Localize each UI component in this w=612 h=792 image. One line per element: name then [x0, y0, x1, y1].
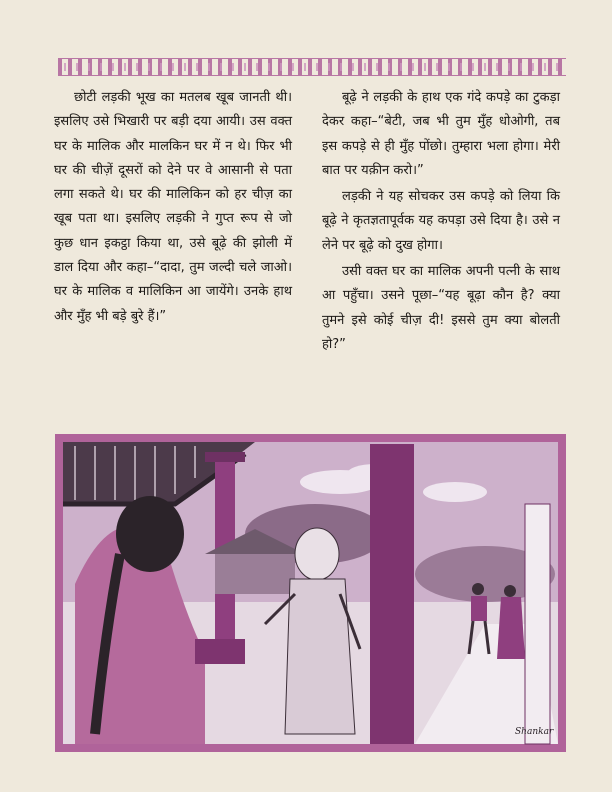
left-column	[54, 86, 292, 329]
decorative-border	[58, 58, 566, 76]
paragraph: लड़की ने यह सोचकर उस कपड़े को लिया कि बूढ़े ने कृतज्ञतापूर्वक यह कपड़ा उसे दिया है। उसे न लेने पर बूढ़े को दुख होगा।	[322, 189, 560, 253]
story-illustration	[55, 434, 566, 752]
artist-signature: Shankar	[515, 727, 554, 737]
paragraph: छोटी लड़की भूख का मतलब खूब जानती थी। इसलिए उसे भिखारी पर बड़ी दया आयी। उस वक्त घर के मालिक और मालकिन घर में न थे। फिर भी घर की चीज़ें दूसरों को देने पर वे आसानी से पता लगा सकते थे। घर की मालिकिन को हर चीज़ का खूब पता था। इसलिए लड़की ने गुप्त रूप से जो कुछ धान इकट्ठा किया था, उसे बूढ़े की झोली में डाल दिया और कहा–“दादा, तुम जल्दी चले जाओ। घर के मालिक व मालिकिन आ जायेंगे। उनके हाथ और मुँह भी बड़े बुरे हैं।”	[54, 90, 292, 324]
right-column	[322, 86, 560, 357]
paragraph: बूढ़े ने लड़की के हाथ एक गंदे कपड़े का टुकड़ा देकर कहा–“बेटी, जब भी तुम मुँह धोओगी, तब इस कपड़े से ही मुँह पोंछो। तुम्हारा भला होगा। मेरी बात पर यक़ीन करो।”	[322, 90, 560, 178]
paragraph: उसी वक्त घर का मालिक अपनी पत्नी के साथ आ पहुँचा। उसने पूछा–“यह बूढ़ा कौन है? क्या तुमने इसे कोई चीज़ दी! इससे तुम क्या बोलती हो?”	[322, 264, 560, 352]
